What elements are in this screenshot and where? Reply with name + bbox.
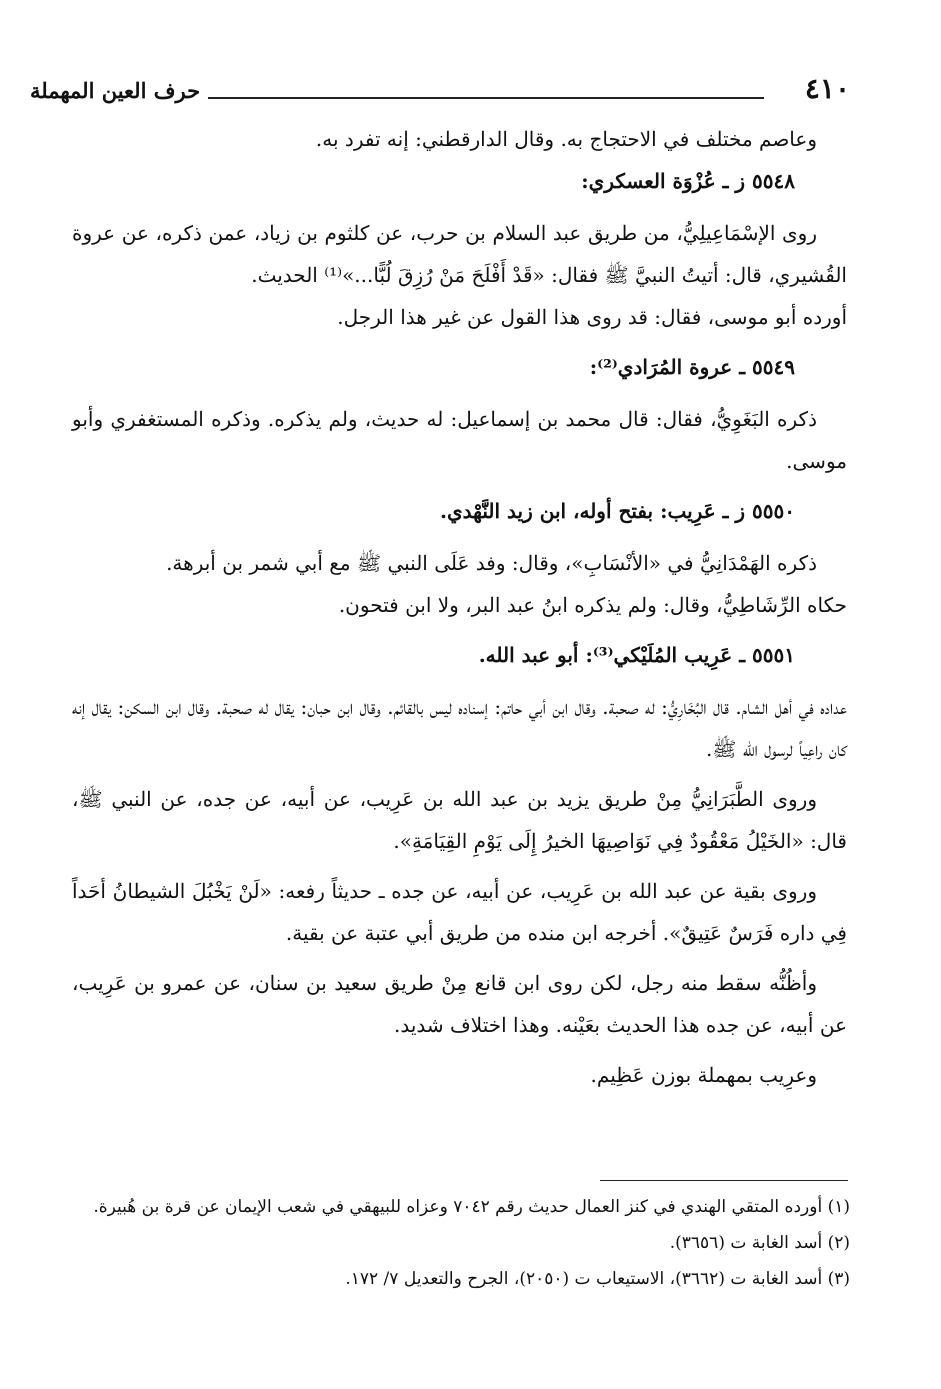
footnotes <box>80 1192 850 1300</box>
entry-heading: ٥٥٥٠ ز ـ عَرِيب: بفتح أوله، ابن زيد النَّهْدي. <box>440 499 795 523</box>
paragraph: وعاصم مختلف في الاحتجاج به. وقال الدارقطني: إنه تفرد به. <box>315 127 817 151</box>
paragraph: عداده في أهل الشام. قال البُخَارِيُّ: له صحبة. وقال ابن أبي حاتم: إسناده ليس بالقائم. وقال ابن حبان: يقال له صحبة. وقال ابن السكن: يقال إنه كان راعِياً لرسول الله ﷺ. <box>72 695 847 761</box>
footnote: (٣) أسد الغابة ت (٣٦٦٢)، الاستيعاب ت (٢٠٥٠)، الجرح والتعديل ٧/ ١٧٢. <box>345 1269 850 1289</box>
footnote-rule <box>600 1180 848 1181</box>
page-header <box>30 72 850 112</box>
running-title: حرف العين المهملة <box>30 78 201 103</box>
entry-heading: ٥٥٤٨ ز ـ عُزْوَة العسكري: <box>581 169 795 193</box>
main-text <box>72 118 847 1104</box>
footnote: (١) أورده المتقي الهندي في كنز العمال حديث رقم ٧٠٤٢ وعزاه للبيهقي في شعب الإيمان عن قرة بن هُبيرة. <box>93 1197 850 1217</box>
header-rule <box>208 97 764 99</box>
paragraph: أورده أبو موسى، فقال: قد روى هذا القول عن غير هذا الرجل. <box>337 305 847 329</box>
paragraph: وروى بقية عن عبد الله بن عَرِيب، عن أبيه، عن جده ـ حديثاً رفعه: «لَنْ يَخْبُلَ الشيطانُ أحَداً فِي داره فَرَسٌ عَتِيقٌ». أخرجه ابن منده من طريق أبي عتبة عن بقية. <box>72 879 847 945</box>
paragraph: وعرِيب بمهملة بوزن عَظِيم. <box>590 1063 817 1087</box>
paragraph: ذكره الهَمْدَانِيُّ في «الأنْسَابِ»، وقال: وفد عَلَى النبي ﷺ مع أبي شمر بن أبرهة. <box>166 551 817 575</box>
footnote: (٢) أسد الغابة ت (٣٦٥٦). <box>669 1233 850 1253</box>
entry-heading: ٥٥٤٩ ـ عروة المُرَادي⁽²⁾: <box>589 355 795 379</box>
paragraph: حكاه الرِّشَاطِيُّ، وقال: ولم يذكره ابنُ عبد البر، ولا ابن فتحون. <box>338 593 847 617</box>
paragraph: وروى الطَّبَرَانِيُّ مِنْ طريق يزيد بن عبد الله بن عَرِيب، عن أبيه، عن جده، عن النبي ﷺ، قال: «الخَيْلُ مَعْقُودٌ فِي نَوَاصِيهَا الخيرُ إِلَى يَوْمِ القِيَامَةِ». <box>72 787 847 853</box>
paragraph: وأظُنُّه سقط منه رجل، لكن روى ابن قانع مِنْ طريق سعيد بن سنان، عن عمرو بن عَرِيب، عن أبيه، عن جده هذا الحديث بعَيْنه. وهذا اختلاف شديد. <box>72 971 847 1037</box>
page-number: ٤١٠ <box>804 72 850 105</box>
paragraph: ذكره البَغَوِيُّ، فقال: قال محمد بن إسماعيل: له حديث، ولم يذكره. وذكره المستغفري وأبو موسى. <box>72 407 847 473</box>
entry-heading: ٥٥٥١ ـ عَرِيب المُلَيْكي⁽³⁾: أبو عبد الله. <box>478 643 795 667</box>
paragraph: روى الإسْمَاعِيلِيُّ، من طريق عبد السلام بن حرب، عن كلثوم بن زياد، عمن ذكره، عن عروة القُشيري، قال: أتيتُ النبيَّ ﷺ فقال: «قَدْ أَفْلَحَ مَنْ رُزِقَ لُبًّا...»⁽¹⁾ الحديث. <box>72 221 847 287</box>
